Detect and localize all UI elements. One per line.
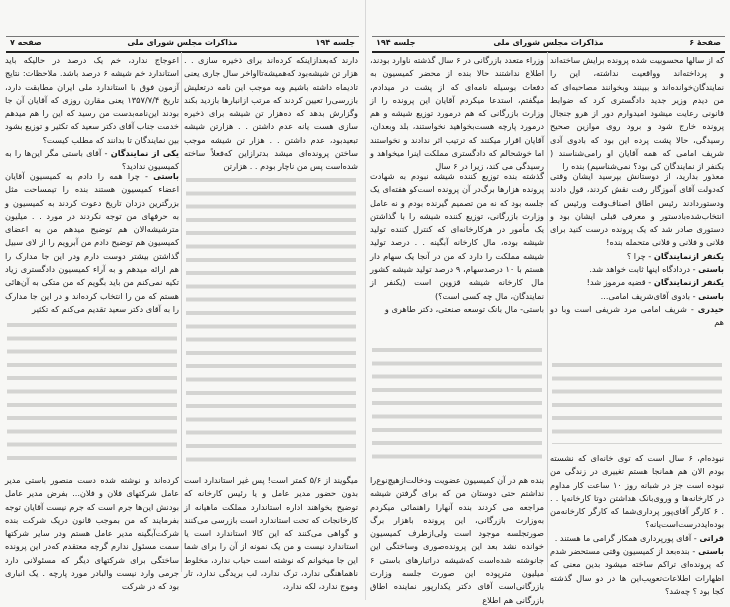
speech-text: چرا ؟ — [626, 250, 646, 261]
speech-text: بادوی آقای‌شریف امامی... — [600, 290, 690, 301]
speaker-name: باستی — [153, 171, 179, 181]
text-column-right — [184, 54, 358, 592]
speech-text: شریف امامی مرد شریفی است وبا دو هم — [550, 303, 724, 328]
paragraph: کرده‌اند و نوشته شده دست منصور باستی مدیر عامل شرکتهای فلان و فلان... بفرض مدیر عامل بودنش این‌ها جرم است که جرم نیست آقایان توجه بفرمایند که من بموجب قانون دریک شرکت بنده شرکت‌آبگینه مدیر عامل هستم ودر سایر شرکتها سمت مسئول ندارم گرچه معتقدم که‌در این پرونده ساختگی برای شرکتهای دیگر که مسئولانی دارد جرمی وارد نیست والبادر مورد پارچه . یک انباری بود که در شرکت — [5, 475, 179, 592]
illegible-text-lines — [7, 319, 177, 464]
speech-text: آقای باستی مگر این‌ها را به کمیسیون ندادید؟ — [5, 148, 179, 172]
left-page — [0, 0, 365, 600]
illegible-text-lines — [372, 344, 542, 464]
session-number: جلسه ۱۹۴ — [315, 38, 355, 47]
text-column-left — [370, 54, 544, 605]
page-number: صفحه ۷ — [10, 38, 42, 47]
column-divider — [181, 52, 182, 572]
column-divider — [547, 52, 548, 572]
speaker-name: یکی از نمایندگان — [110, 148, 179, 159]
paragraph: باستی- مال بانک توسعه صنعتی، دکتر طاهری و — [384, 303, 544, 314]
paragraph: باستی - دردادگاه اینها ثابت خواهد شد. — [589, 264, 724, 275]
speech-text: بنده‌بعد از کمیسیون وقتی مستحضر شدم که پرونده‌ای تراکم ساخته میشود بدین معنی که اظهارات اطلاعات‌تعویب‌این ها در دو سال گذشته کجا بود ؟ چه‌شد؟ — [550, 546, 724, 596]
paragraph: باستی - چرا همه را دادم به کمیسیون آقایان اعضاء کمیسیون هستند بنده را تیمساحت مثل بزرگترین دزدان تاریخ دعوت کردند به کمیسیون و به حرفهای من توجه نکردند در مورد . . میلیون مترشیشه‌الان هم توضیح میدهم من به اعضای کمیسیون هم توضیح دادم من آبرویم را از لای سبیل گذاشتن بیشتر دوست دارم ودر این جا مدارک را هم ارائه میدهم و به آراء کمیسیون دادگستری زیاد تکیه نمی‌کنم من باید بگویم که من متکی به آن‌هائی هستم که من را انتخاب کرده‌اند و در این جا مدارک را به آقای دکتر سعید تقدیم می‌کنم که تکثیر — [5, 171, 179, 314]
speech-text: قضیه مرموز شد! — [586, 277, 646, 288]
page-header — [6, 36, 359, 53]
right-page — [365, 0, 730, 605]
paragraph: یکی از نمایندگان - آقای باستی مگر این‌ها را به کمیسیون ندادید؟ — [5, 148, 179, 172]
text-column-left — [5, 54, 179, 592]
text-column-right — [550, 54, 725, 596]
paragraph: نبوده‌ام، ۶ سال است که توی خانه‌ای که نشسته بودم الان هم همانجا هستم تغییری در زندگی من نبوده است جز در شبانه روز ۱۰ ساعت کار مداوم در کارخانه‌ها و وروی‌بانک هداشتن دوتا کارخانه‌یا . . . ۶ کارگر آقای‌پور پرداری‌شما که کارگر کارخانه‌من بوده‌اید‌درست‌است‌یانه؟ — [550, 453, 725, 530]
page-header — [372, 36, 725, 53]
speaker-name: یکنفر ازنمایندگان — [653, 250, 724, 261]
speech-text: دردادگاه اینها ثابت خواهد شد. — [589, 264, 690, 275]
illegible-text-lines — [186, 174, 356, 464]
speech-text: چرا همه را دادم به کمیسیون آقایان اعضاء کمیسیون هستند بنده را تیمساحت مثل بزرگترین دزدان تاریخ دعوت کردند به کمیسیون و به حرفهای من توجه نکردند در مورد . . میلیون مترشیشه‌الان هم توضیح میدهم من به اعضای کمیسیون هم توضیح دادم من آبرویم را از لای سبیل گذاشتن بیشتر دوست دارم ودر این جا مدارک را هم ارائه میدهم و به آراء کمیسیون دادگستری زیاد تکیه نمی‌کنم من باید بگویم که من متکی به آن‌هائی هستم که من را انتخاب کرده‌اند و در این جا مدارک را به آقای دکتر سعید تقدیم می‌کنم که تکثیر — [5, 171, 179, 314]
text-segment — [550, 170, 724, 330]
paragraph: قراتی - آقای پورپرداری همکار گرامی ما هستند . — [554, 532, 724, 543]
paragraph: میگویند از ۵/۶ کمتر است! پس غیر استاندارد است بدون حضور مدیر عامل و یا رئیس کارخانه که توضیح بخواهند اداره استاندارد مملکت ماهیانه از کارخانجات که تحت استاندارد است بازرسی می‌کنند و گواهی می‌کنند که این کالا استاندارد است یا استاندارد نیست و من یک نمونه از آن را برای شما این جا میخوانم که نوشته است حباب ندارد، مخلوط ناهماهنگی ندارد، ترک ندارد، لب بریدگی ندارد، تار وموج ندارد، لکه ندارد، — [184, 475, 358, 592]
speech-text: آقای پورپرداری همکار گرامی ما هستند . — [554, 532, 692, 543]
paragraph: یکنفر ازنمایندگان - چرا ؟ — [626, 250, 724, 261]
publication-title: مذاکرات مجلس شورای ملی — [127, 38, 238, 47]
text-segment — [550, 452, 724, 598]
paragraph: معذور بدارید، از دوستانش بپرسید ایشان وقتی که‌دولت آقای آموزگار رفت نقش کردند، قول دادند ودستوردادند رئیس اطاق اصناف‌وقت ورئیس که انتخاب‌شده‌بادستور و معرفی قبلی ایشان بود و دستوری صادر شد که یک پرونده درست کنید برای فلانی و فلانی و فلانی متحمله بنده! — [550, 171, 724, 248]
paragraph: گذشته بنده توزیع کننده شیشه نبودم به شهادت پرونده هزارها برگ‌در آن پرونده است‌کو هفته‌ای یک جلسه بود که نه من تصمیم گیرنده بودم و نه عامل وزارت بازرگانی، توزیع کننده شیشه را با گذاشتن یک مأمور در هرکارخانه‌ای که کنترل کننده تولید شیشه بوده، مال کارخانه آبگینه . . درصد تولید شیشه مملکت را دارد که من در آنجا یک سهام دار هستم با ۱۰ درصدسهام، ۹ درصد تولید شیشه کشور مال کارخانه شیشه قزوین است (یکنفر از نمایندگان، مال چه کسی است؟) — [370, 171, 544, 301]
page-number: صفحهٔ ۶ — [689, 38, 721, 47]
paragraph: وزراء متعدد بازرگانی در ۶ سال گذشته ناوارد بودند، اطلاع نداشتند حالا بنده از محضر کمیسیون به دفعات بوسیله نامه‌ای که از پشت در میدادم، میگفتم، استدعا میکردم آقایان این پرونده را از وزارت بازرگانی که هم درمورد توزیع شیشه و هم درمورد پارچه هست‌بخواهید نخواستند، بلد وبعدان، آقایان اقرار میکنند که ترتیب اثر ندادند و نخواستند اما خوشحالم که دادگستری مملکت اینرا میخواهد و رسیدگی می کند، زیرا در ۶ سال — [370, 55, 544, 172]
speaker-name: باستی — [698, 546, 724, 557]
paragraph: که از سالها محسوبیت شده پرونده برایش ساخته‌اند و پرداخته‌اند وواقعیت نداشته، این را نمایندگان‌خوانده‌اند و ببینند وبخوانند مصاحبه‌ای که من دیدم وزیر جدید دادگستری کرد که ضوابط قانونی رعایت میشود امیدوارم دور از هرو جنجال پرونده خارج شود و برود روی موازین صحیح رسیدگی، حالا پشت پرده این بود که بادوی آدی شریف امامی که همه آقایان او رامی‌شناسند ( بکنفر از نمایندگان کی بود؟ نمی‌شناسیم) بنده را — [550, 55, 724, 172]
text-segment — [5, 54, 179, 174]
paragraph: حیدری - شریف امامی مرد شریفی است وبا دو هم — [550, 303, 724, 328]
paragraph: بنده هم در آن کمیسیون عضویت ودخالت‌ازهیچ‌نوع‌را نداشتم حتی دوستان من که برای گرفتن شیشه مراجعه می کردند بنده آنهارا راهنمائی میکردم به‌وزارت بازرگانی، این پرونده باهزار برگ صورتجلسه موجود است ولی‌ازطرف کمیسیون خوانده نشد بعد این پرونده‌صوری وساختگی این جانوشته شده‌است که‌شیشه دراتبارهای باستی ۶ میلیون مترپوده این صورت جلسه وزارت بازرگانی‌است آقای دکتر یکدارپور نماینده اطاق بازرگانی هم اطلاع — [370, 475, 544, 605]
paragraph: دارند که‌بعد‌ازاینکه کرده‌اند برای ذخیره سازی . . هزار تن شیشه‌بود که‌همیشه‌تااواخر سال جاری یعنی تادیماه داشته باشیم وبه موجب این نامه درتعلیش بازرسی‌را تعیین کردند که مرتب ازانبارها بازدید بکند وگزارش بدهد که ده‌هزار تن شیشه برای ذخیره سازی هست یانه عدم داشتن . . هزارتن شیشه تبعید‌بود، عدم داشتن . . هزار تن شیشه موجب ساختن پرونده‌ای میشد بدترازاین که‌فعلاً ساخته شده‌است پس من ناچار بودم . . هزارتن — [184, 55, 358, 172]
text-segment — [5, 170, 179, 316]
illegible-text-lines — [552, 359, 722, 444]
paragraph: باستی - بنده‌بعد از کمیسیون وقتی مستحضر شدم که پرونده‌ای تراکم ساخته میشود بدین معنی که اظهارات اطلاعات‌تعویب‌این ها در دو سال گذشته کجا بود ؟ چه‌شد؟ — [550, 546, 724, 596]
speaker-name: باستی — [698, 264, 724, 275]
text-segment — [370, 170, 544, 316]
paragraph: اعوجاج ندارد، خم یک درصد در حالیکه باید استاندارد خم شیشه ۶ درصد باشد. ملاحظات: نتایج آزمون فوق با استاندارد ملی ایران مطابقت دارد، تاریخ ۱۳۵۷/۷/۴ یعنی مقارن روزی که آقایان آن جا بودند این‌نامه‌بدست من رسید که این را هم میدهم خدمت جناب آقای دکتر سعید که تکثیر و توزیع بشود بین نمایندگان تا بدانند که مطلب کیست؟ — [5, 55, 179, 145]
session-number: جلسه ۱۹۴ — [376, 38, 416, 47]
paragraph: یکنفر ازنمایندگان - قضیه مرموز شد! — [586, 277, 724, 288]
publication-title: مذاکرات مجلس شورای ملی — [493, 38, 604, 47]
paragraph: باستی - بادوی آقای‌شریف امامی... — [600, 290, 724, 301]
speaker-name: یکنفر ازنمایندگان — [653, 277, 724, 288]
speaker-name: قراتی — [699, 532, 724, 543]
speaker-name: حیدری — [697, 303, 724, 314]
speaker-name: باستی — [698, 290, 724, 301]
